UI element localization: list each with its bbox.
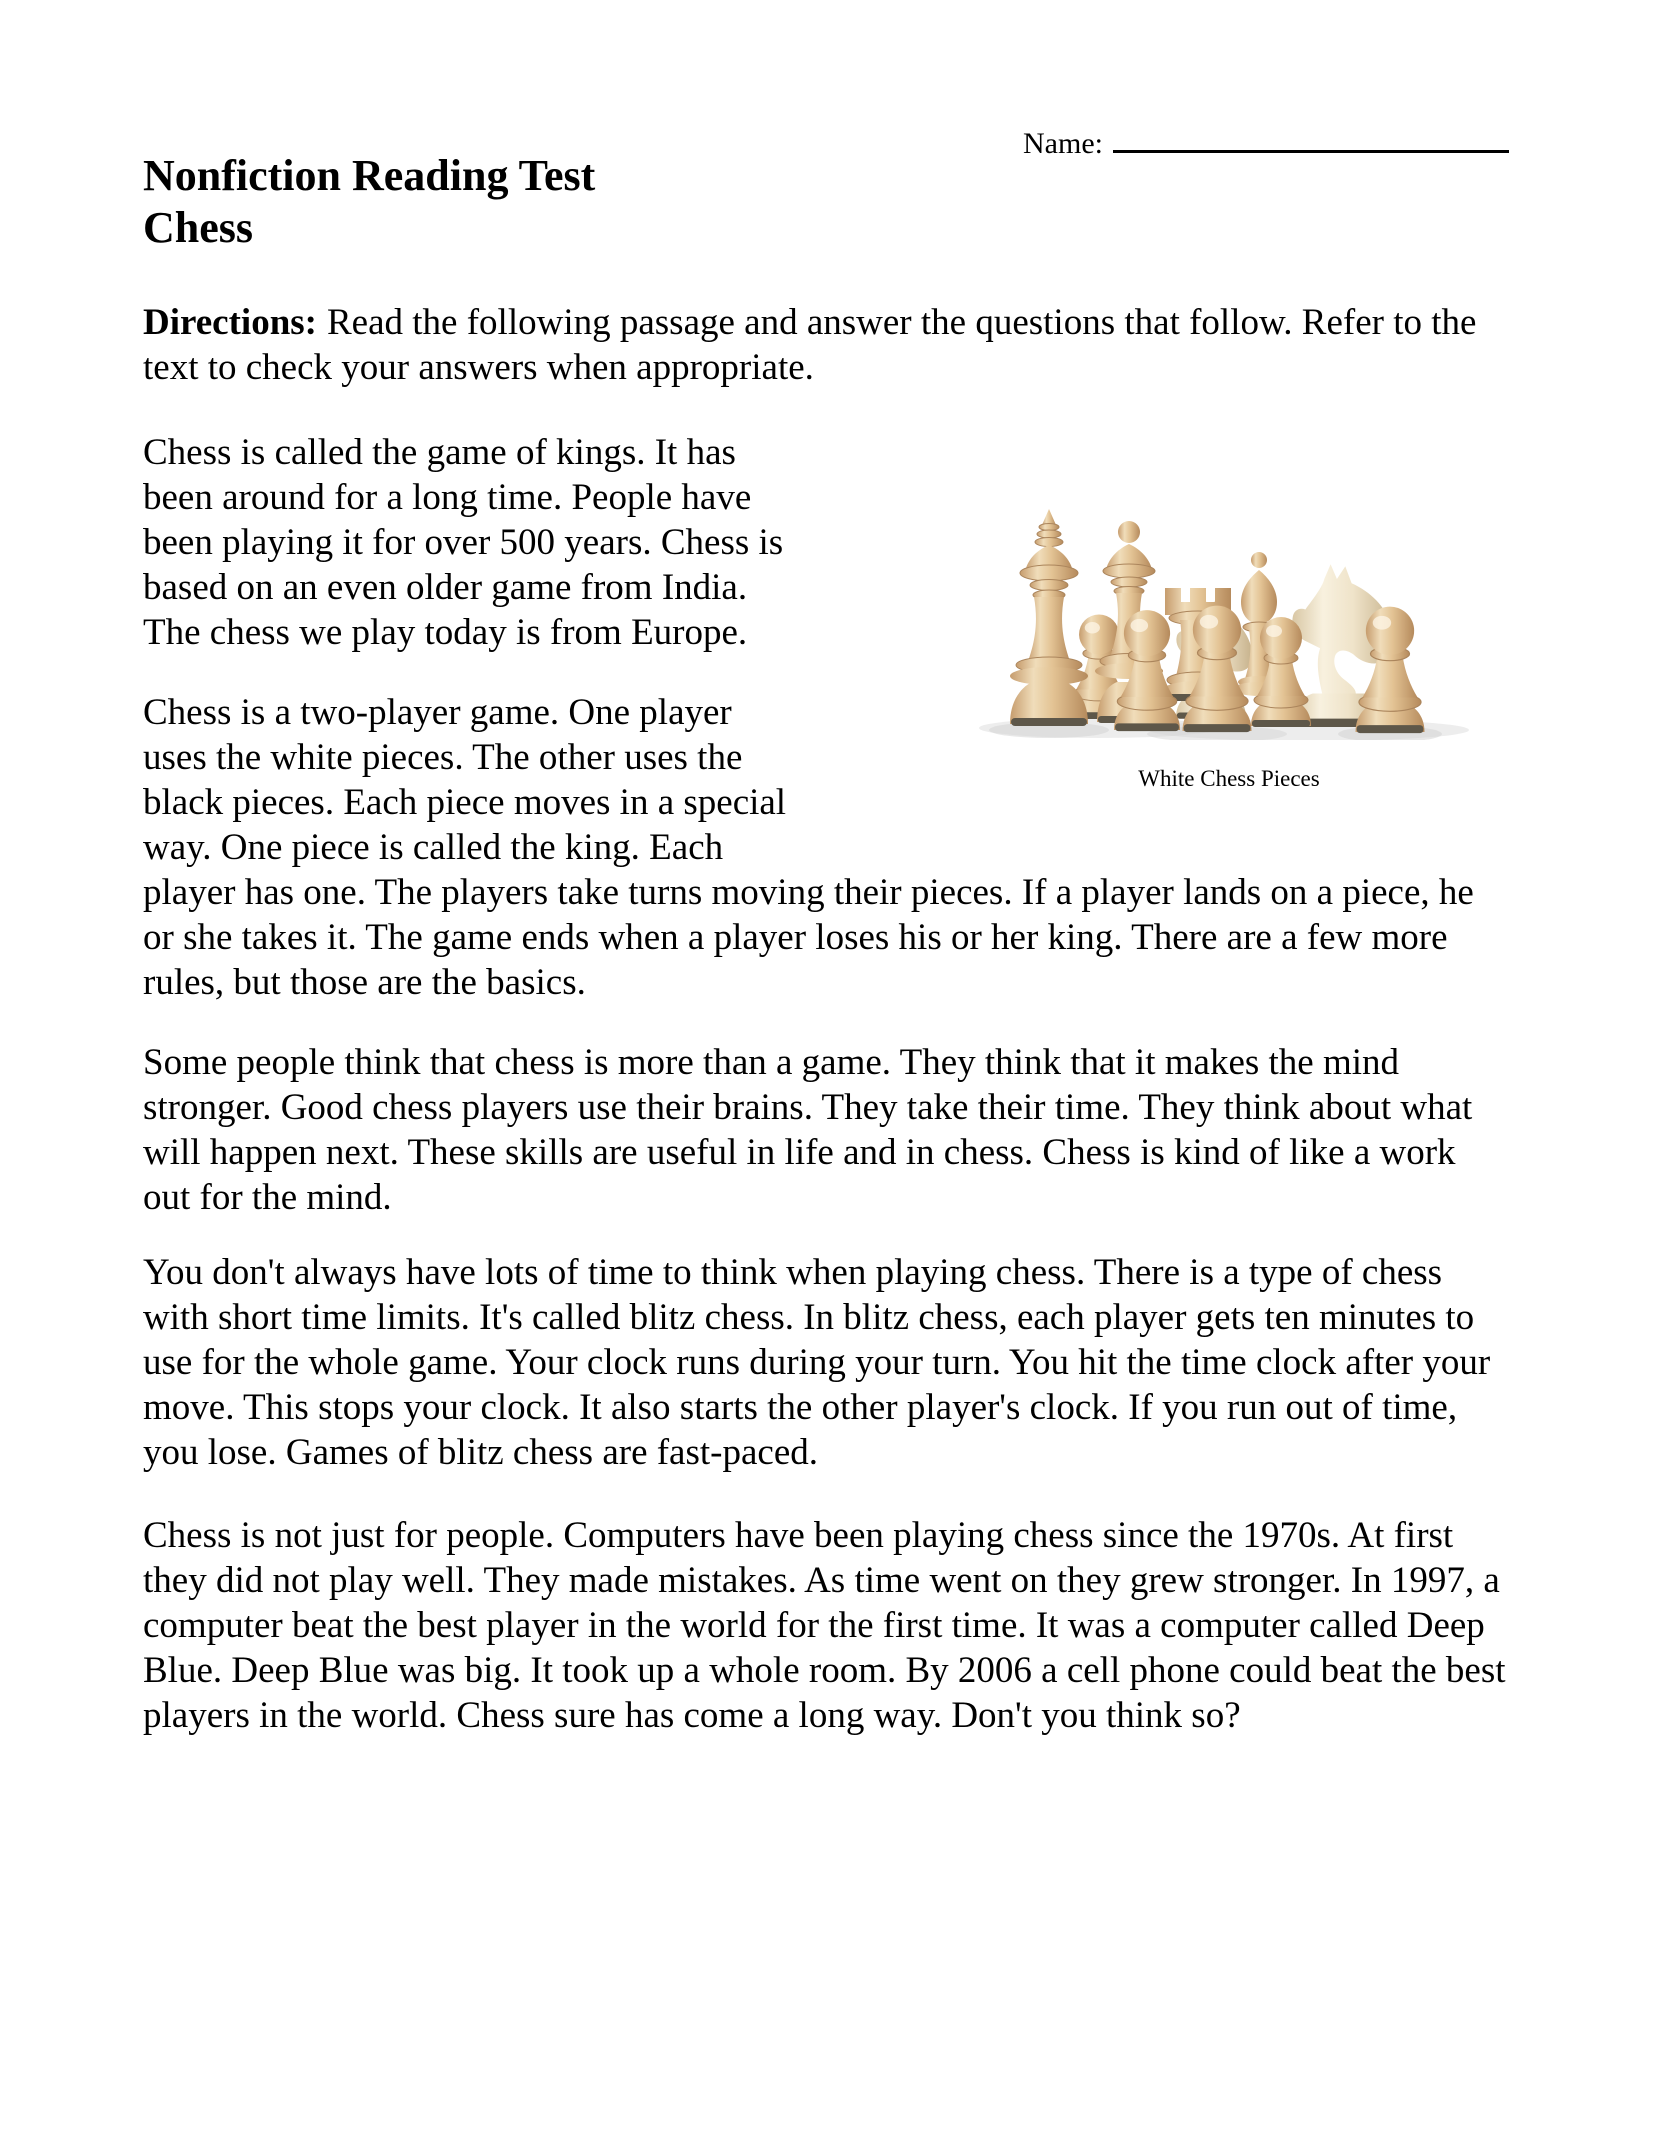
paragraph-3: Some people think that chess is more than a game. They think that it makes the mind stronger. Good chess players use their brains. They take their time. They think about what will happen next. These skills are useful in life and in chess. Chess is kind of like a work out for the mind. [143,1042,1473,1218]
directions [143,300,1509,390]
white-chess-pieces-image [949,468,1509,740]
king-piece [1010,509,1088,726]
name-blank-line[interactable] [1113,120,1509,153]
paragraph-4: You don't always have lots of time to think when playing chess. There is a type of chess with short time limits. It's called blitz chess. In blitz chess, each player gets ten minutes to use for the whole game. Your clock runs during your turn. You hit the time clock after your move. This stops your clock. It also starts the other player's clock. If you run out of time, you lose. Games of blitz chess are fast-paced. [143,1252,1491,1473]
figure-caption: White Chess Pieces [1138,766,1320,791]
name-label: Name: [1023,127,1103,160]
paragraph-1: Chess is called the game of kings. It has been around for a long time. People have been playing it for over 500 years. Chess is based on an even older game from India. The chess we play today is from Europe. [143,432,784,653]
directions-text: Read the following passage and answer the questions that follow. Refer to the text to check your answers when appropriate. [143,302,1477,388]
paragraph-2: Chess is a two-player game. One player uses the white pieces. The other uses the black pieces. Each piece moves in a special way. One piece is called the king. Each player has one. The players take turns moving their pieces. If a player lands on a piece, he or she takes it. The game ends when a player loses his or her king. There are a few more rules, but those are the basics. [143,692,1474,1003]
name-row [1023,120,1509,161]
directions-label: Directions: [143,302,317,343]
title-line-2: Chess [143,203,254,252]
title-line-1: Nonfiction Reading Test [143,151,596,200]
page-title [143,150,1509,254]
paragraph-5: Chess is not just for people. Computers have been playing chess since the 1970s. At first they did not play well. They made mistakes. As time went on they grew stronger. In 1997, a computer beat the best player in the world for the first time. It was a computer called Deep Blue. Deep Blue was big. It took up a whole room. By 2006 a cell phone could beat the best players in the world. Chess sure has come a long way. Don't you think so? [143,1515,1506,1736]
passage [143,430,1509,1738]
chess-pieces-figure [803,468,1509,794]
chess-pieces-photo [949,468,1509,794]
